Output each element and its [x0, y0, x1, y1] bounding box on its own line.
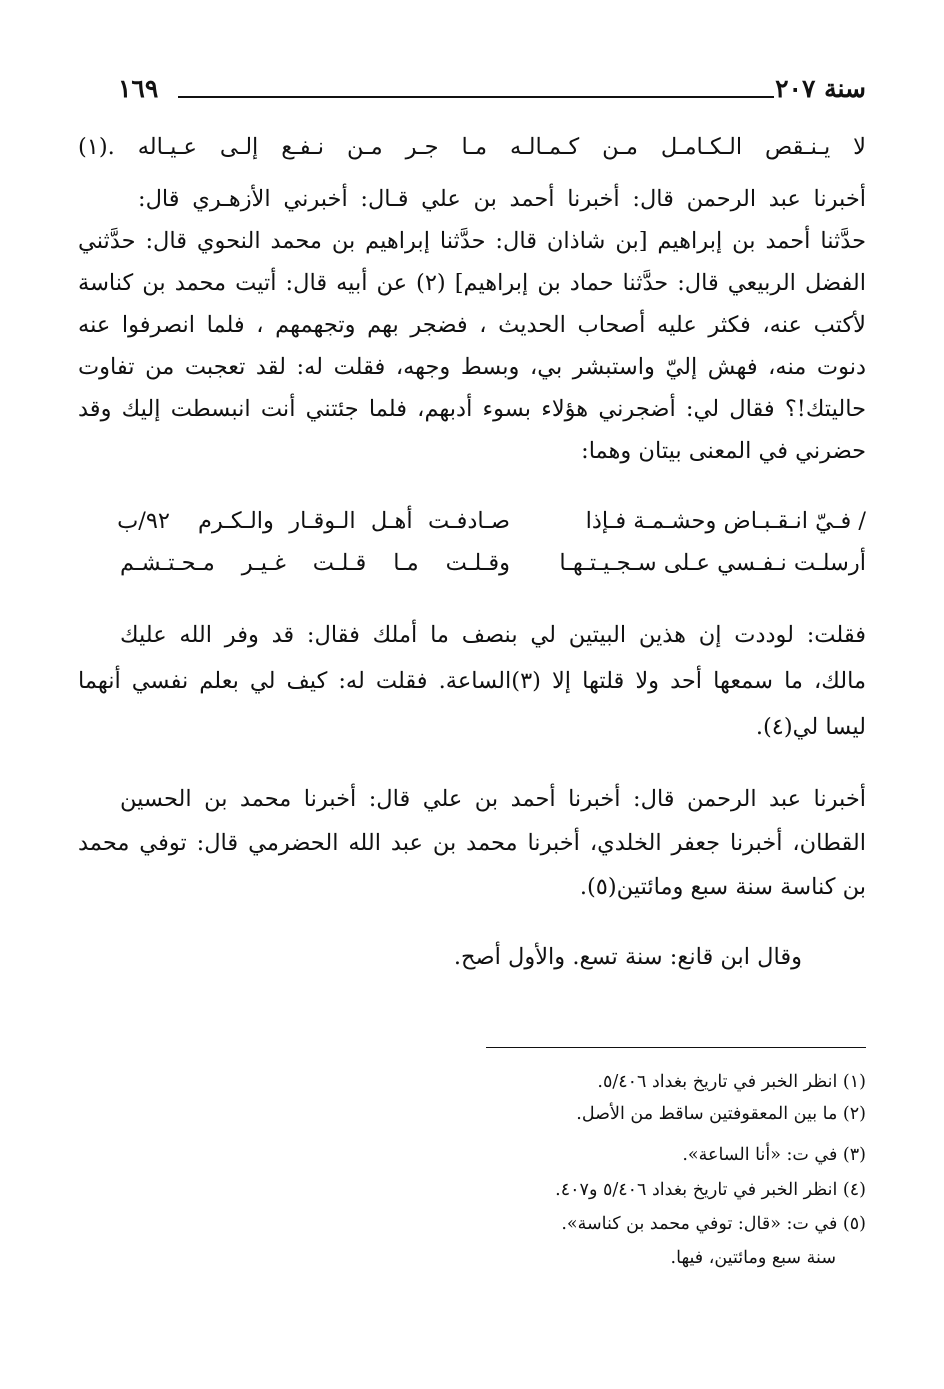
page-number: ١٦٩ — [118, 74, 159, 103]
footnote-1: (١) انظر الخبر في تاريخ بغداد ٥/٤٠٦. — [597, 1072, 866, 1092]
verse-1-first-hemistich: / فـيّ انـقـبـاض وحشـمـة فـإذا — [585, 508, 866, 534]
paragraph-line: مالك، ما سمعها أحد ولا قلتها إلا (٣)الساعة. فقلت له: كيف لي بعلم نفسي أنهما — [78, 668, 867, 694]
paragraph-2 — [78, 622, 866, 752]
paragraph-line: حاليتك!؟ فقال لي: أضجرني هؤلاء بسوء أدبهم، فلما جئتني أنت انبسطت إليك وقد — [78, 396, 866, 422]
paragraph-line: بن كناسة سنة سبع ومائتين(٥). — [579, 874, 866, 900]
verse-2-first-hemistich: أرسلـت نـفـسي عـلى سـجـيـتـهـا — [559, 550, 866, 576]
paragraph-3 — [78, 786, 866, 916]
footnote-separator — [486, 1047, 866, 1048]
footnote-4: (٤) انظر الخبر في تاريخ بغداد ٥/٤٠٦ و٤٠٧. — [555, 1180, 866, 1200]
footnote-5-continuation: سنة سبع ومائتين، فيها. — [670, 1248, 836, 1268]
paragraph-line: لأكتب عنه، فكثر عليه أصحاب الحديث ، فضجر بهم وتجهمهم ، فلما انصرفوا عنه — [78, 312, 866, 338]
paragraph-line: القطان، أخبرنا جعفر الخلدي، أخبرنا محمد بن عبد الله الحضرمي قال: توفي محمد — [78, 830, 866, 856]
footnote-3: (٣) في ت: «أنا الساعة». — [682, 1145, 866, 1165]
footnote-5: (٥) في ت: «قال: توفي محمد بن كناسة». — [561, 1214, 866, 1234]
paragraph-line: وقال ابن قانع: سنة تسع. والأول أصح. — [453, 944, 802, 970]
paragraph-line: دنوت منه، فهش إليّ واستبشر بي، وبسط وجهه، فقلت له: لقد تعجبت من تفاوت — [78, 354, 866, 380]
header-rule — [178, 96, 774, 98]
paragraph-line: حدَّثنا أحمد بن إبراهيم [بن شاذان قال: حدَّثنا إبراهيم بن محمد النحوي قال: حدَّثني — [78, 228, 866, 254]
paragraph-line: أخبرنا عبد الرحمن قال: أخبرنا أحمد بن علي قـال: أخبرني الأزهـري قال: — [138, 186, 866, 212]
paragraph-4 — [382, 944, 802, 984]
opening-verse — [78, 134, 866, 174]
opening-verse-line: لا يـنـقص الـكـامـل مـن كـمـالـه مـا جـر مـن نـفـع إلـى عـيـاله .(١) — [78, 134, 866, 160]
verse-1-second-hemistich: صـادفـت أهـل الـوقـار والـكـرم — [198, 508, 510, 534]
paragraph-1 — [78, 186, 866, 486]
paragraph-line: ليسا لي(٤). — [755, 714, 866, 740]
paragraph-line: حضرني في المعنى بيتان وهما: — [581, 438, 866, 464]
margin-folio-marker: ٩٢/ب — [117, 508, 170, 534]
verse-2-second-hemistich: وقـلـت مـا قـلـت غـيـر مـحـتـشـم — [120, 550, 510, 576]
paragraph-line: الفضل الربيعي قال: حدَّثنا حماد بن إبراهيم] (٢) عن أبيه قال: أتيت محمد بن كناسة — [78, 270, 866, 296]
paragraph-line: فقلت: لوددت إن هذين البيتين لي بنصف ما أملك فقال: قد وفر الله عليك — [120, 622, 866, 648]
page-header — [118, 72, 866, 112]
paragraph-line: أخبرنا عبد الرحمن قال: أخبرنا أحمد بن علي قال: أخبرنا محمد بن الحسين — [120, 786, 866, 812]
footnote-2: (٢) ما بين المعقوفتين ساقط من الأصل. — [576, 1104, 866, 1124]
header-year-title: سنة ٢٠٧ — [775, 74, 866, 103]
